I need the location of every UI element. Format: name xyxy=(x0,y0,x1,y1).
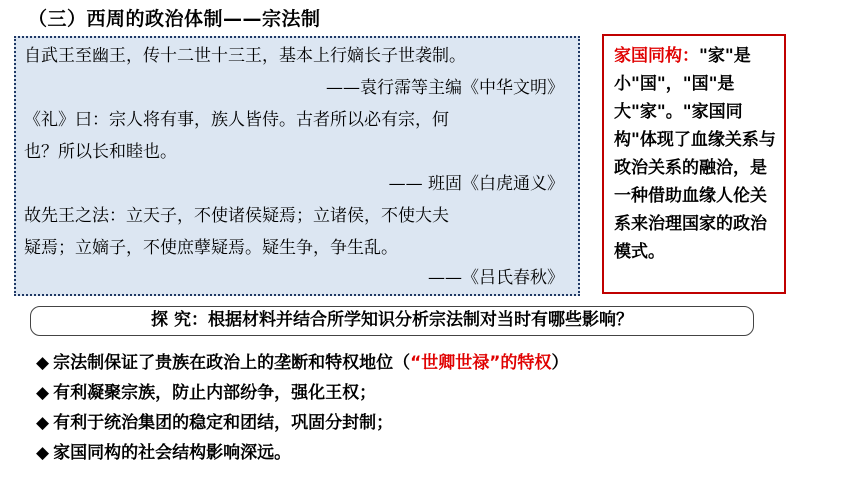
diamond-bullet-icon: ◆ xyxy=(36,443,50,463)
list-item xyxy=(36,408,568,438)
explore-prompt: 探 究：根据材料并结合所学知识分析宗法制对当时有哪些影响？ xyxy=(30,306,754,336)
highlight-text: “世卿世禄”的特权 xyxy=(410,353,552,373)
side-note-label: 家国同构： xyxy=(614,46,699,66)
quote-line: 也？所以长和睦也。 xyxy=(24,142,177,162)
list-item-text: 有利凝聚宗族，防止内部纷争，强化王权； xyxy=(53,383,377,403)
list-item xyxy=(36,348,568,378)
quote-line: 《礼》曰：宗人将有事，族人皆侍。古者所以必有宗，何 xyxy=(24,110,449,130)
diamond-bullet-icon: ◆ xyxy=(36,353,50,373)
conclusion-list xyxy=(36,348,568,468)
side-note-body: "家"是小"国"，"国"是大"家"。"家国同构"体现了血缘关系与政治关系的融洽，是一种借助血缘人伦关系来治理国家的政治模式。 xyxy=(614,46,776,262)
list-item-tail: ） xyxy=(551,353,569,373)
quote-source: ——《吕氏春秋》 xyxy=(428,268,564,288)
quote-line: 疑焉；立嫡子，不使庶孽疑焉。疑生争，争生乱。 xyxy=(24,238,398,258)
source-quotes-panel xyxy=(14,36,580,296)
quote-line: 自武王至幽王，传十二世十三王，基本上行嫡长子世袭制。 xyxy=(24,46,466,66)
list-item-text: 宗法制保证了贵族在政治上的垄断和特权地位（ xyxy=(53,353,411,373)
quote-source: ——袁行霈等主编《中华文明》 xyxy=(326,78,564,98)
quote-line: 故先王之法：立天子，不使诸侯疑焉；立诸侯，不使大夫 xyxy=(24,206,449,226)
diamond-bullet-icon: ◆ xyxy=(36,383,50,403)
list-item xyxy=(36,438,568,468)
list-item-text: 家国同构的社会结构影响深远。 xyxy=(53,443,292,463)
quote-source: —— 班固《白虎通义》 xyxy=(388,174,564,194)
diamond-bullet-icon: ◆ xyxy=(36,413,50,433)
side-note-box xyxy=(602,34,786,294)
page-title: （三）西周的政治体制——宗法制 xyxy=(28,8,321,30)
list-item-text: 有利于统治集团的稳定和团结，巩固分封制； xyxy=(53,413,394,433)
list-item xyxy=(36,378,568,408)
